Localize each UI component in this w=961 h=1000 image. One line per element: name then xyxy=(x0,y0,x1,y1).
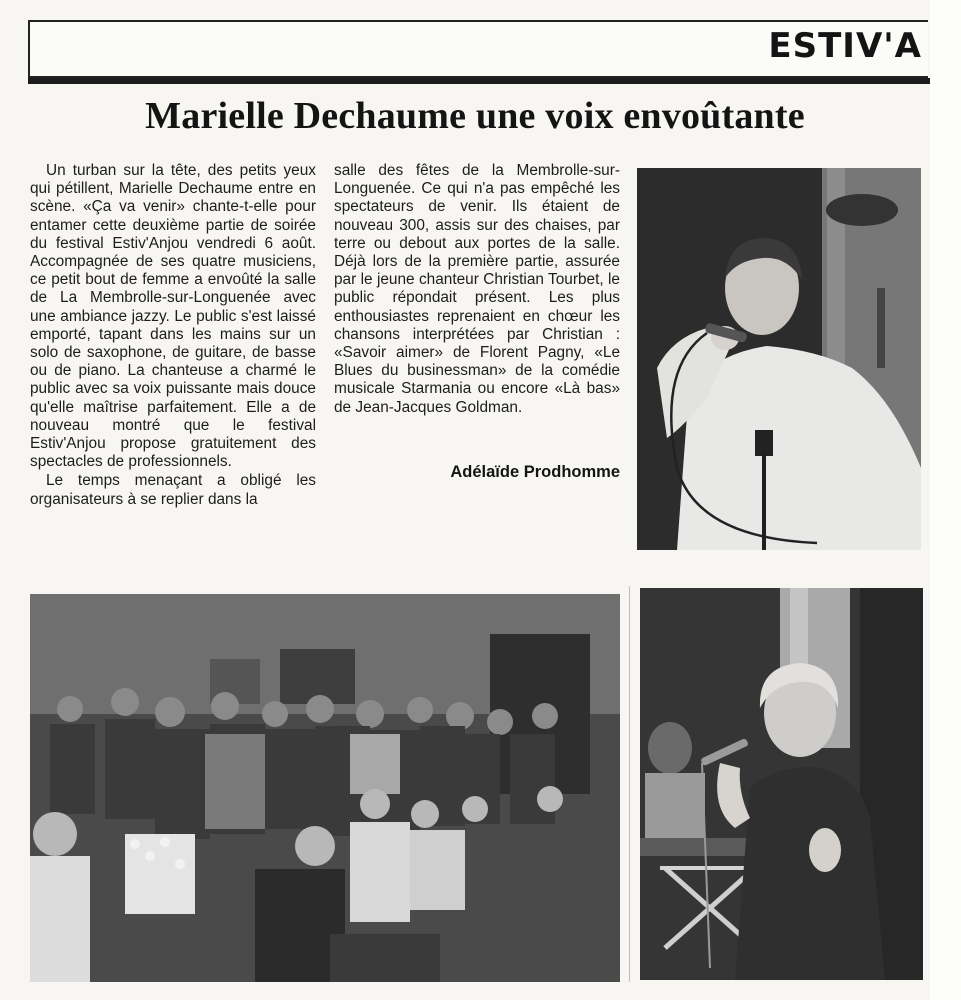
article-column-1 xyxy=(30,162,316,509)
paragraph: salle des fêtes de la Membrolle-sur-Longuenée. Ce qui n'a pas empêché les spectateurs de venir. Ils étaient de nouveau 300, assis sur des chaises, par terre ou debout aux portes de la salle. Déjà lors de la première partie, assurée par le jeune chanteur Christian Tourbet, le public répondait présent. Les plus enthousiastes reprenaient en chœur les chansons interprétées par Christian : «Savoir aimer» de Florent Pagny, «Le Blues du businessman» de la comédie musicale Starmania ou encore «Là bas» de Jean-Jacques Goldman. xyxy=(334,162,620,416)
article-column-2 xyxy=(334,162,620,417)
byline: Adélaïde Prodhomme xyxy=(450,463,620,481)
paragraph: Un turban sur la tête, des petits yeux qui pétillent, Marielle Dechaume entre en scène. «Ça va venir» chante-t-elle pour entamer cette deuxième partie de soirée du festival Estiv'Anjou vendredi 6 août. Accompagnée de ses quatre musiciens, ce petit bout de femme a envoûté la salle de La Membrolle-sur-Longuenée avec une ambiance jazzy. Le public s'est laissé emporté, tapant dans les mains sur un solo de saxophone, de guitare, de basse ou de piano. La chanteuse a charmé le public avec sa voix puissante mais douce qu'elle maîtrise parfaitement. Elle a de nouveau montré que le festival Estiv'Anjou propose gratuitement des spectacles de professionnels. xyxy=(30,162,316,471)
male-singer-photo xyxy=(637,168,921,550)
female-singer-photo xyxy=(640,588,923,980)
page-margin xyxy=(930,0,961,1000)
section-tag: ESTIV'A xyxy=(768,26,922,66)
header-rule xyxy=(28,78,930,84)
section-header xyxy=(28,20,928,78)
photo-divider xyxy=(629,586,630,982)
headline: Marielle Dechaume une voix envoûtante xyxy=(145,95,805,137)
audience-photo xyxy=(30,594,620,982)
paragraph: Le temps menaçant a obligé les organisateurs à se replier dans la xyxy=(30,472,316,508)
